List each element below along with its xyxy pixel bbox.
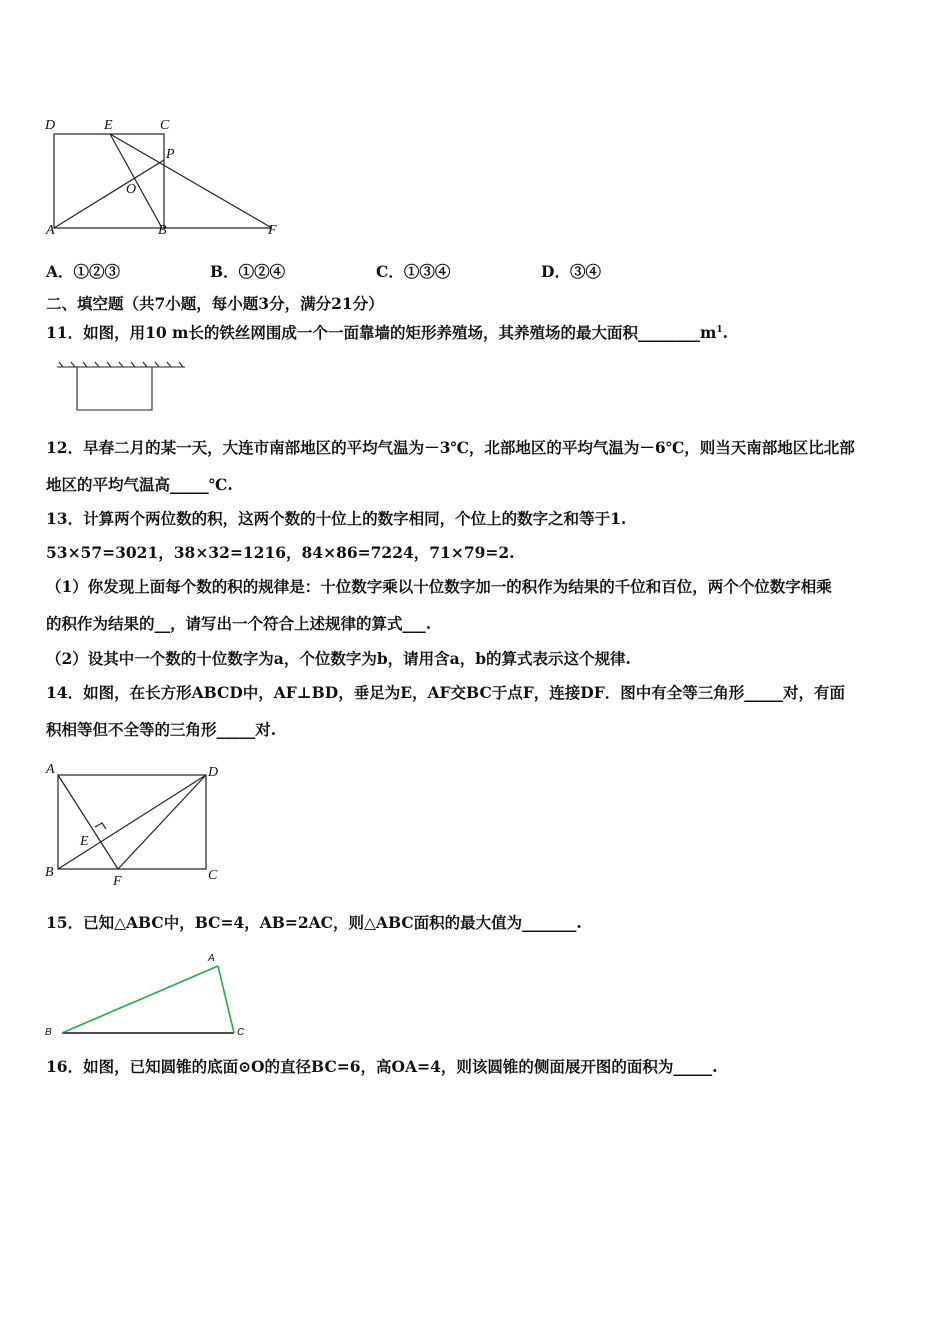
option-b: B．①②④ — [210, 262, 286, 281]
question-12-line1: 12．早春二月的某一天，大连市南部地区的平均气温为－3℃，北部地区的平均气温为－6℃，则当天南部地区比北部 — [46, 438, 855, 457]
question-11-text: 11．如图，用10 m长的铁丝网围成一个一面靠墙的矩形养殖场，其养殖场的最大面积________m — [46, 323, 717, 343]
question-13-line1: 13．计算两个两位数的积，这两个数的十位上的数字相同，个位上的数字之和等于1. — [46, 509, 627, 528]
question-13-line3: （1）你发现上面每个数的积的规律是：十位数字乘以十位数字加一的积作为结果的千位和百位，两个个位数字相乘 — [46, 577, 832, 596]
question-14-line2: 积相等但不全等的三角形_____对. — [46, 720, 277, 739]
side-ab — [62, 966, 218, 1033]
segment-eb — [110, 134, 162, 228]
label-c-14: C — [208, 868, 218, 883]
figure-rectangle-abcd-with-points — [40, 112, 290, 242]
option-d: D．③④ — [541, 262, 601, 281]
label-a-14: A — [46, 762, 55, 777]
option-c: C．①③④ — [376, 262, 451, 281]
segment-ef — [110, 134, 272, 228]
question-13-line2: 53×57=3021，38×32=1216，84×86=7224，71×79=2. — [46, 543, 515, 562]
label-b-15: B — [45, 1027, 52, 1038]
label-b: B — [158, 223, 167, 238]
label-c: C — [160, 118, 170, 133]
right-angle-mark — [95, 823, 106, 829]
segment-af — [58, 775, 118, 869]
question-13-line5: （2）设其中一个数的十位数字为a，个位数字为b，请用含a，b的算式表示这个规律. — [46, 649, 631, 668]
figure-triangle-abc — [40, 948, 255, 1040]
pen-rectangle — [77, 367, 152, 410]
question-16: 16．如图，已知圆锥的底面⊙O的直径BC=6，高OA=4，则该圆锥的侧面展开图的面积为_____. — [46, 1057, 718, 1076]
label-a: A — [46, 223, 55, 238]
label-e: E — [104, 118, 113, 133]
label-b-14: B — [45, 865, 54, 880]
side-ac — [218, 966, 234, 1033]
label-f-14: F — [113, 874, 122, 889]
label-d-14: D — [208, 765, 219, 780]
figure-wall-rectangle — [55, 358, 190, 414]
option-a: A．①②③ — [46, 262, 121, 281]
label-c-15: C — [237, 1027, 245, 1038]
question-11-end: . — [722, 323, 729, 343]
label-e-14: E — [80, 834, 89, 849]
wall-hatching — [59, 362, 183, 367]
question-13-line4: 的积作为结果的__，请写出一个符合上述规律的算式___. — [46, 614, 432, 633]
label-a-15: A — [208, 953, 215, 964]
question-15: 15．已知△ABC中，BC=4，AB=2AC，则△ABC面积的最大值为_______. — [46, 913, 582, 932]
label-f: F — [268, 223, 277, 238]
segment-ap — [54, 160, 164, 228]
section-title: 二、填空题（共7小题，每小题3分，满分21分） — [46, 294, 384, 313]
figure-rectangle-abcd-af-bd — [40, 758, 235, 890]
question-12-line2: 地区的平均气温高_____℃. — [46, 475, 233, 494]
question-14-line1: 14．如图，在长方形ABCD中，AF⊥BD，垂足为E，AF交BC于点F，连接DF．图中有全等三角形_____对，有面 — [46, 683, 845, 702]
label-d: D — [45, 118, 56, 133]
unit-exponent: 1 — [716, 325, 723, 335]
rectangle-abcd — [54, 134, 164, 228]
label-o: O — [126, 182, 137, 197]
question-11 — [46, 320, 728, 343]
label-p: P — [166, 147, 175, 162]
